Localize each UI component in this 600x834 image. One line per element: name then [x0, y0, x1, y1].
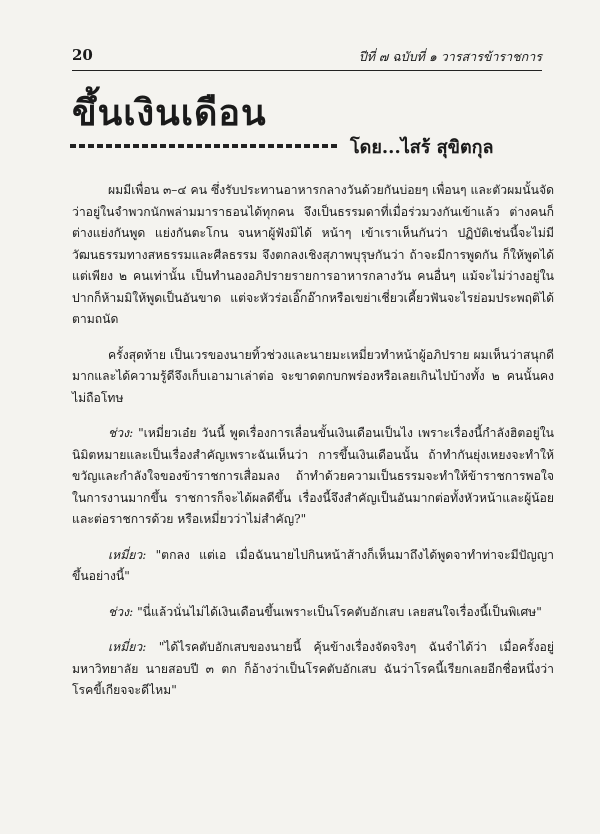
speaker-label: ช่วง:: [108, 426, 134, 440]
decorative-rule: [70, 144, 340, 148]
dialogue-paragraph: เหมี่ยว: "ได้ไรคตับอักเสบของนายนี้ คุ้นข้างเรื่องจัดจริงๆ ฉันจำได้ว่า เมื่อครั้งอยู่มหาวิทยาลัย นายสอบปี ๓ ตก ก็อ้างว่าเป็นโรคตับอักเสบ ฉันว่าโรคนี้เรียกเลยอีกชื่อหนึ่งว่าโรคขี้เกียจจะดีไหม": [72, 640, 554, 697]
paragraph: ครั้งสุดท้าย เป็นเวรของนายทิ้วช่วงและนายมะเหมี่ยวทำหน้าผู้อภิปราย ผมเห็นว่าสนุกดีมากและได้ความรู้ดีจึงเก็บเอามาเล่าต่อ จะขาดตกบกพร่องหรือเลยเกินไปบ้างทั้ง ๒ คนนั้นคงไม่ถือโทษ: [72, 347, 554, 405]
dialogue-paragraph: ช่วง: "เหมี่ยวเอ๋ย วันนี้ พูดเรื่องการเลื่อนขั้นเงินเดือนเป็นไง เพราะเรื่องนี้กำลังฮิตอยู่ในนิมิตหมายและเป็นเรื่องสำคัญเพราะฉันเห็นว่า การขึ้นเงินเดือนนั้น ถ้าทำกันยุ่งเหยงจะทำให้ขวัญและกำลังใจของข้าราชการเสื่อมลง ถ้าทำด้วยความเป็นธรรมจะทำให้ข้าราชการพอใจในการงานมากขึ้น ราชการก็จะได้ผลดีขึ้น เรื่องนี้จึงสำคัญเป็นอันมากต่อทั้งหัวหน้าและผู้น้อยและต่อราชการด้วย หรือเหมี่ยวว่าไม่สำคัญ?": [72, 426, 555, 526]
page-number: 20: [72, 46, 93, 64]
byline: โดย...ไสร้ สุขิตกุล: [350, 137, 494, 158]
article-body: [72, 180, 554, 716]
speaker-label: เหมี่ยว:: [108, 547, 147, 562]
running-head: ปีที่ ๗ ฉบับที่ ๑ วารสารข้าราชการ: [358, 49, 542, 64]
page-header: [72, 46, 542, 71]
speaker-label: เหมี่ยว:: [108, 640, 147, 654]
dialogue-paragraph: เหมี่ยว: "ตกลง แต่เอ เมื่อฉันนายไปกินหน้าส้างก็เห็นมาถึงได้พูดจาทำท่าจะมีปัญญาขึ้นอย่างนี้": [72, 547, 554, 583]
article-title: ขึ้นเงินเดือน: [72, 92, 267, 134]
paragraph: ผมมีเพื่อน ๓–๔ คน ซึ่งรับประทานอาหารกลางวันด้วยกันบ่อยๆ เพื่อนๆ และตัวผมนั้นจัดว่าอยู่ในจำพวกนักพล่ามมาราธอนได้ทุกคน จึงเป็นธรรมดาที่เมื่อร่วมวงกันเข้าแล้ว ต่างคนก็ต่างแย่งกันพูด แย่งกันตะโกน จนหาผู้ฟังมิได้ หน้าๆ เข้าเราเห็นกันว่า ปฏิบัติเช่นนี้จะไม่มีวัฒนธรรมทางสหธรรมและศีลธรรม จึงตกลงเชิงสุภาพบุรุษกันว่า ถ้าจะมีการพูดกัน ก็ให้พูดได้แต่เพียง ๒ คนเท่านั้น เป็นทำนองอภิปรายรายการอาหารกลางวัน คนอื่นๆ แม้จะไม่ว่างอยู่ในปากก็ห้ามมิให้พูดเป็นอันขาด แต่จะหัวร่อเอิ๊กอ๊ากหรือเขย่าเชี่ยวเคี้ยวฟันจะไรย่อมประพฤติได้ตามถนัด: [72, 183, 554, 326]
speaker-label: ช่วง:: [108, 604, 134, 619]
dialogue-paragraph: ช่วง: "นี่แล้วนั่นไม่ได้เงินเดือนขึ้นเพราะเป็นโรคตับอักเสบ เลยสนใจเรื่องนี้เป็นพิเศษ": [108, 604, 542, 619]
